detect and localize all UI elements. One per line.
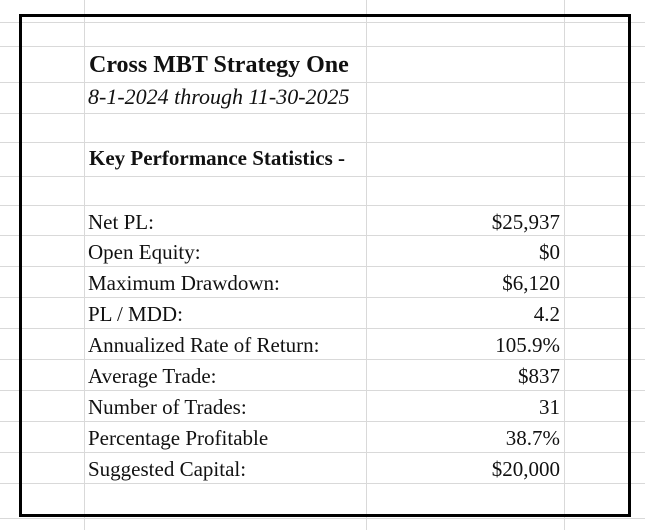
stat-value-number-of-trades[interactable]: 31 <box>539 395 560 419</box>
stat-label-open-equity[interactable]: Open Equity: <box>88 240 201 264</box>
stat-label-pl-mdd[interactable]: PL / MDD: <box>88 302 183 326</box>
report-title[interactable]: Cross MBT Strategy One <box>89 52 349 78</box>
stat-value-percentage-profitable[interactable]: 38.7% <box>505 426 560 450</box>
stat-value-annualized-return[interactable]: 105.9% <box>495 333 560 357</box>
stat-label-max-drawdown[interactable]: Maximum Drawdown: <box>88 271 280 295</box>
stat-value-net-pl[interactable]: $25,937 <box>491 210 560 234</box>
stat-label-average-trade[interactable]: Average Trade: <box>88 364 217 388</box>
stat-label-suggested-capital[interactable]: Suggested Capital: <box>88 457 247 481</box>
stat-label-annualized-return[interactable]: Annualized Rate of Return: <box>88 333 320 357</box>
stat-value-max-drawdown[interactable]: $6,120 <box>502 271 560 295</box>
stat-value-open-equity[interactable]: $0 <box>539 240 560 264</box>
stat-value-average-trade[interactable]: $837 <box>518 364 560 388</box>
section-title[interactable]: Key Performance Statistics - <box>89 146 345 170</box>
stat-label-number-of-trades[interactable]: Number of Trades: <box>88 395 247 419</box>
stat-value-suggested-capital[interactable]: $20,000 <box>491 457 560 481</box>
stat-label-net-pl[interactable]: Net PL: <box>88 210 154 234</box>
stat-value-pl-mdd[interactable]: 4.2 <box>533 302 560 326</box>
stat-label-percentage-profitable[interactable]: Percentage Profitable <box>88 426 269 450</box>
report-date-range[interactable]: 8-1-2024 through 11-30-2025 <box>88 84 350 109</box>
